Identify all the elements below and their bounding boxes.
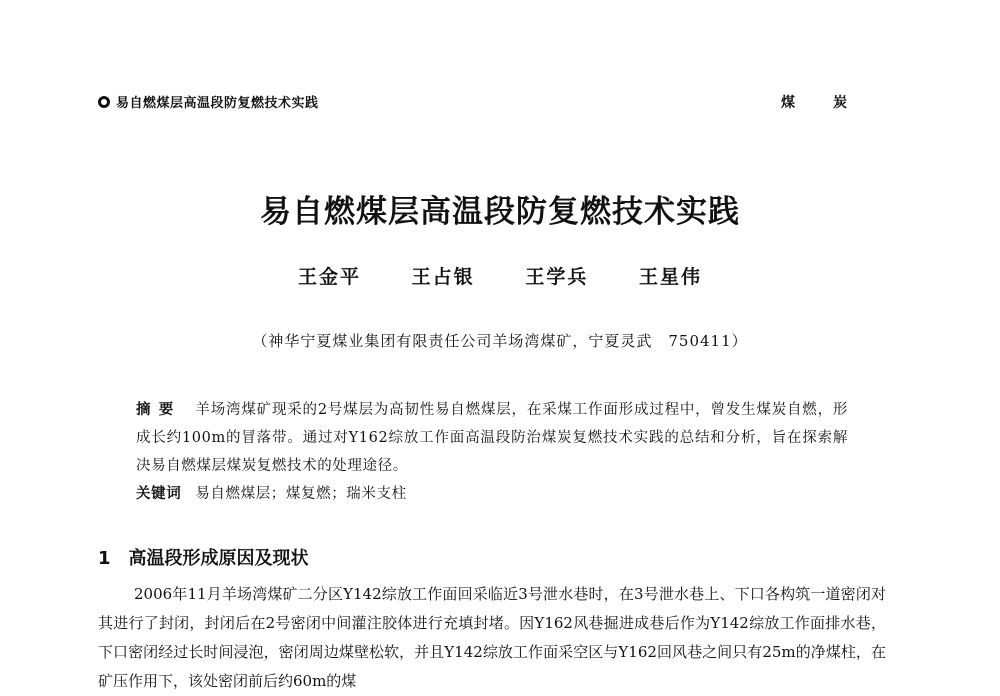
keywords-label: 关键词	[136, 486, 182, 502]
section-heading	[98, 544, 309, 570]
section-title: 高温段形成原因及现状	[128, 548, 309, 569]
bullet-icon	[98, 96, 110, 108]
abstract	[136, 396, 848, 480]
journal-name: 煤炭	[781, 95, 885, 111]
abstract-text: 羊场湾煤矿现采的2号煤层为高韧性易自燃煤层，在采煤工作面形成过程中，曾发生煤炭自燃，形成长约100m的冒落带。通过对Y162综放工作面高温段防治煤炭复燃技术实践的总结和分析，旨在探索解决易自燃煤层煤炭复燃技术的处理途径。	[136, 402, 849, 474]
running-title: 易自燃煤层高温段防复燃技术实践	[116, 96, 319, 111]
affiliation: （神华宁夏煤业集团有限责任公司羊场湾煤矿，宁夏灵武 750411）	[252, 332, 748, 350]
running-header	[98, 92, 319, 111]
author: 王学兵	[525, 266, 589, 288]
author: 王金平	[298, 266, 362, 288]
author-list	[0, 262, 1000, 289]
author: 王占银	[411, 266, 475, 288]
keywords	[136, 480, 848, 508]
author: 王星伟	[638, 266, 702, 288]
section-number: 1	[98, 548, 111, 569]
paper-title: 易自燃煤层高温段防复燃技术实践	[260, 194, 740, 230]
body-paragraph: 2006年11月羊场湾煤矿二分区Y142综放工作面回采临近3号泄水巷时，在3号泄水巷上、下口各构筑一道密闭对其进行了封闭，封闭后在2号密闭中间灌注胶体进行充填封堵。因Y162风巷掘进成巷后作为Y142综放工作面排水巷，下口密闭经过长时间浸泡，密闭周边煤壁松软，并且Y142综放工作面采空区与Y162回风巷之间只有25m的净煤柱，在矿压作用下，该处密闭前后约60m的煤	[98, 585, 886, 690]
abstract-label: 摘要	[136, 402, 182, 418]
keywords-text: 易自燃煤层；煤复燃；瑞米支柱	[195, 486, 407, 502]
